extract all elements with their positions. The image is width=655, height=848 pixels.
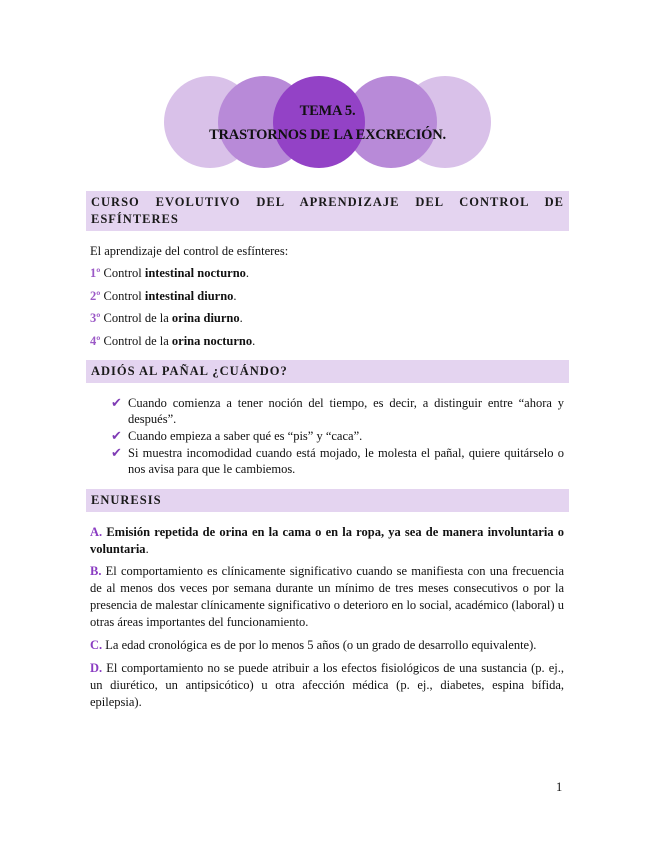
item-text: Control [100, 289, 145, 303]
item-number: 3º [90, 311, 101, 325]
checklist-text: Si muestra incomodidad cuando está mojado, le molesta el pañal, quiere quitárselo o nos avisa para que le cambiemos. [128, 446, 564, 476]
criterion-text: El comportamiento no se puede atribuir a los efectos fisiológicos de una sustancia (p. ej., un diurético, un antipsicótico) u otra afección médica (p. ej., diabetes, espina bífida, epilepsia). [90, 661, 564, 709]
intro-paragraph: El aprendizaje del control de esfínteres: [90, 244, 289, 258]
item-bold-text: orina diurno [171, 311, 240, 325]
item-end: . [239, 311, 243, 325]
item-text: Control de la [100, 311, 172, 325]
item-end: . [252, 334, 256, 348]
list-item [90, 288, 564, 305]
item-number: 2º [90, 289, 101, 303]
list-item [90, 265, 564, 282]
page-number: 1 [556, 780, 563, 794]
section-heading-enuresis: ENURESIS [86, 489, 569, 512]
document-title-line2: TRASTORNOS DE LA EXCRECIÓN. [209, 127, 446, 143]
criterion-text: El comportamiento es clínicamente significativo cuando se manifiesta con una frecuencia de al menos dos veces por semana durante un mínimo de tres meses consecutivos o por la presencia de malestar clínicamente significativo o deterioro en lo social, académico (laboral) u otras áreas importantes del funcionamiento. [90, 564, 564, 629]
criterion-label: D. [90, 661, 103, 675]
circle-decoration-3 [273, 76, 365, 168]
list-item [90, 310, 564, 327]
item-text: Control de la [100, 334, 172, 348]
section-heading-line1: CURSO EVOLUTIVO DEL APRENDIZAJE DEL CONTROL DE [91, 195, 564, 209]
section-heading-line2: ESFÍNTERES [91, 212, 179, 226]
criterion-text: Emisión repetida de orina en la cama o en la ropa, ya sea de manera involuntaria o voluntaria [90, 525, 564, 556]
criterion-end: . [145, 542, 149, 556]
item-end: . [245, 266, 250, 280]
checkmark-icon: ✔ [111, 428, 122, 443]
list-item [90, 333, 564, 350]
criterion-c [90, 637, 564, 654]
checklist-text: Cuando comienza a tener noción del tiempo, es decir, a distinguir entre “ahora y después”. [128, 396, 564, 426]
checklist-item [111, 445, 564, 477]
item-bold-text: orina nocturno [171, 334, 253, 348]
section-heading-adios-al-panal: ADIÓS AL PAÑAL ¿CUÁNDO? [86, 360, 569, 383]
checkmark-icon: ✔ [111, 395, 122, 410]
criterion-b [90, 563, 564, 631]
checkmark-icon: ✔ [111, 445, 122, 460]
item-bold-text: intestinal nocturno [144, 266, 246, 280]
item-number: 1º [90, 266, 101, 280]
criterion-d [90, 660, 564, 711]
checklist-item [111, 428, 564, 444]
item-number: 4º [90, 334, 101, 348]
item-text: Control [100, 266, 145, 280]
criterion-label: C. [90, 638, 103, 652]
checklist-item [111, 395, 564, 427]
document-title-line1: TEMA 5. [299, 103, 356, 119]
criterion-text: La edad cronológica es de por lo menos 5 años (o un grado de desarrollo equivalente). [102, 638, 537, 652]
section-heading-curso-evolutivo [86, 191, 569, 231]
checklist-text: Cuando empieza a saber qué es “pis” y “caca”. [128, 429, 363, 443]
item-end: . [233, 289, 237, 303]
criterion-a [90, 524, 564, 558]
criterion-label: A. [90, 525, 103, 539]
title-circles-decoration [0, 0, 655, 175]
item-bold-text: intestinal diurno [144, 289, 234, 303]
criterion-label: B. [90, 564, 102, 578]
